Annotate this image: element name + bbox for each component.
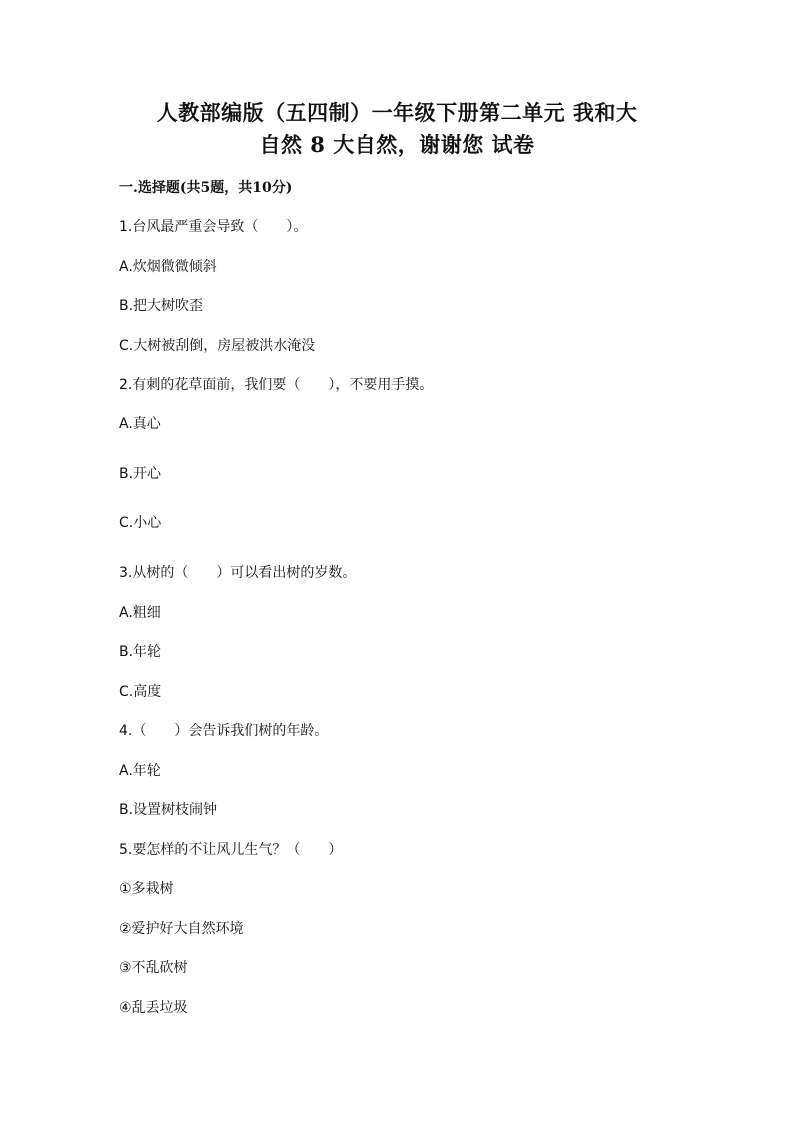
question-1-option-c: C.大树被刮倒，房屋被洪水淹没 xyxy=(119,338,316,354)
question-3-stem: 3.从树的（ ）可以看出树的岁数。 xyxy=(119,565,357,581)
question-2-stem: 2.有刺的花草面前，我们要（ ），不要用手摸。 xyxy=(119,377,434,393)
question-5-option-1: ①多栽树 xyxy=(119,881,174,897)
question-1-option-a: A.炊烟微微倾斜 xyxy=(119,259,217,275)
question-5-option-2: ②爱护好大自然环境 xyxy=(119,921,244,937)
question-5-option-3: ③不乱砍树 xyxy=(119,960,188,976)
question-2-option-b: B.开心 xyxy=(119,466,162,482)
question-1-option-b: B.把大树吹歪 xyxy=(119,298,204,314)
question-3-option-b: B.年轮 xyxy=(119,644,162,660)
question-3-option-a: A.粗细 xyxy=(119,605,161,621)
question-4-option-a: A.年轮 xyxy=(119,763,161,779)
question-3-option-c: C.高度 xyxy=(119,684,162,700)
question-1-stem: 1.台风最严重会导致（ ）。 xyxy=(119,219,308,235)
page-title-line-1: 人教部编版（五四制）一年级下册第二单元 我和大 xyxy=(156,100,638,125)
section-heading: 一.选择题(共5题，共10分) xyxy=(119,180,293,196)
question-2-option-c: C.小心 xyxy=(119,515,162,531)
question-5-stem: 5.要怎样的不让风儿生气？（ ） xyxy=(119,842,343,858)
question-2-option-a: A.真心 xyxy=(119,416,161,432)
question-5-option-4: ④乱丢垃圾 xyxy=(119,1000,188,1016)
question-4-stem: 4.（ ）会告诉我们树的年龄。 xyxy=(119,723,329,739)
page-title-line-2: 自然 8 大自然，谢谢您 试卷 xyxy=(259,132,535,157)
question-4-option-b: B.设置树枝闹钟 xyxy=(119,802,218,818)
